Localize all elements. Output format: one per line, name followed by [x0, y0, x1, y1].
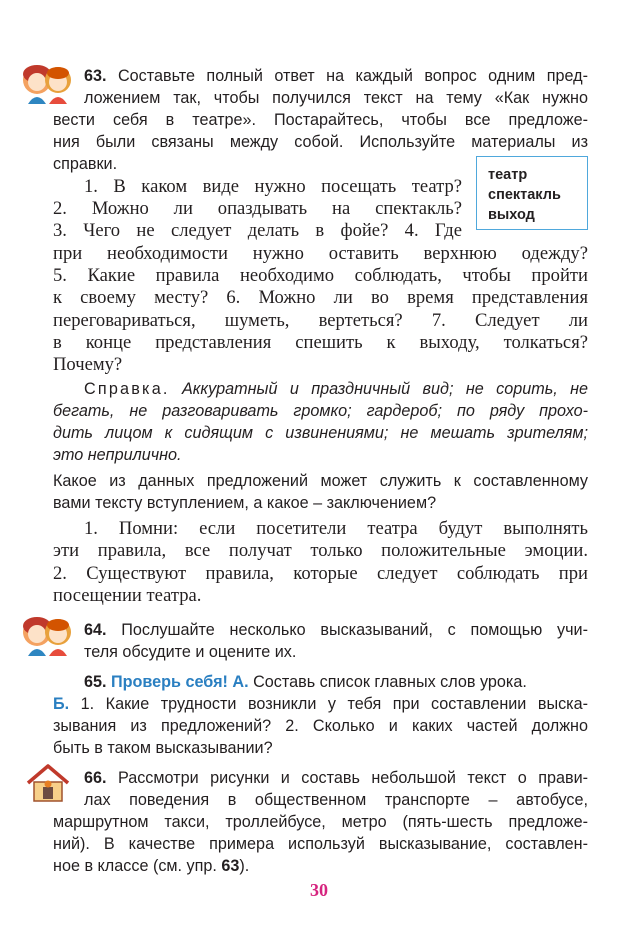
ex63-reference-line: это неприлично.: [53, 446, 182, 464]
ex63-question-line: к своему месту? 6. Можно ли во время представления: [53, 287, 588, 308]
ex63-question-line: при необходимости нужно оставить верхнюю одежду?: [53, 243, 588, 264]
ex66-line-5: ное в классе (см. упр. 63).: [53, 857, 250, 875]
ex64-line-1: 64. Послушайте несколько высказываний, с помощью учи-: [84, 621, 588, 639]
ex63-line-1: 63. Составьте полный ответ на каждый вопрос одним пред-: [84, 67, 588, 85]
ex63-question-line: 3. Чего не следует делать в фойе? 4. Где: [53, 220, 462, 241]
ex65-line-4: быть в таком высказывании?: [53, 739, 273, 757]
ex63-line-3: вести себя в театре». Постарайтесь, чтобы все предложе-: [53, 111, 588, 129]
ex63-question-line: в конце представления спешить к выходу, толкаться?: [53, 332, 588, 353]
page-number: 30: [310, 880, 328, 900]
check-yourself-label: Проверь себя! А.: [111, 673, 249, 691]
ex65-number: 65.: [84, 673, 107, 691]
ex63-number: 63.: [84, 67, 107, 85]
ex66-line-2: лах поведения в общественном транспорте – автобусе,: [84, 791, 588, 809]
ex63-sentence-line: посещении театра.: [53, 585, 202, 606]
ex66-line-1: 66. Рассмотри рисунки и составь небольшой текст о прави-: [84, 769, 589, 787]
ex65-line-3: зывания из предложений? 2. Сколько и каких частей должно: [53, 717, 588, 735]
ex63-line-4: ния были связаны между собой. Используйте материалы из: [53, 133, 588, 151]
reference-label: Справка.: [84, 380, 170, 398]
ex63-question-line: Почему?: [53, 354, 123, 375]
reference-box: [476, 156, 588, 230]
exercise-reference: 63: [221, 857, 240, 875]
ex63-reference-line: Справка. Аккуратный и праздничный вид; не сорить, не: [84, 380, 588, 398]
ex63-reference-line: дить лицом к сидящим с извинениями; не мешать зрителям;: [53, 424, 588, 442]
ex63-sentence-line: эти правила, все получат только положительные эмоции.: [53, 540, 588, 561]
reference-word: спектакль: [488, 187, 561, 203]
ex63-question-line: переговариваться, шуметь, вертеться? 7. Следует ли: [53, 310, 588, 331]
ex63-reference-line: бегать, не разговаривать громко; гардероб; по ряду прохо-: [53, 402, 588, 420]
ex65-line-2: Б. 1. Какие трудности возникли у тебя при составлении выска-: [53, 695, 589, 713]
pair-work-icon: [20, 62, 76, 104]
ex63-question2-line: вами тексту вступлением, а какое – заключением?: [53, 494, 437, 512]
ex63-sentence-line: 2. Существуют правила, которые следует соблюдать при: [53, 563, 588, 584]
ex66-number: 66.: [84, 769, 107, 787]
reference-word: театр: [488, 167, 528, 183]
ex63-line-5: справки.: [53, 155, 118, 173]
home-task-icon: [26, 763, 70, 803]
ex63-line-2: ложением так, чтобы получился текст на тему «Как нужно: [84, 89, 588, 107]
ex65-line-1: 65. Проверь себя! А. Составь список главных слов урока.: [84, 673, 527, 691]
reference-word: выход: [488, 207, 535, 223]
ex66-line-4: ний). В качестве примера используй высказывание, составлен-: [53, 835, 588, 853]
ex63-question-line: 2. Можно ли опаздывать на спектакль?: [53, 198, 462, 219]
pair-work-icon: [20, 614, 76, 656]
part-b-label: Б.: [53, 695, 70, 713]
ex63-question-line: 1. В каком виде нужно посещать театр?: [84, 176, 462, 197]
ex66-line-3: маршрутном такси, троллейбусе, метро (пять-шесть предложе-: [53, 813, 588, 831]
ex63-sentence-line: 1. Помни: если посетители театра будут выполнять: [84, 518, 588, 539]
ex64-line-2: теля обсудите и оцените их.: [84, 643, 297, 661]
ex64-number: 64.: [84, 621, 107, 639]
ex63-question-line: 5. Какие правила необходимо соблюдать, чтобы пройти: [53, 265, 588, 286]
ex63-question2-line: Какое из данных предложений может служить к составленному: [53, 472, 588, 490]
